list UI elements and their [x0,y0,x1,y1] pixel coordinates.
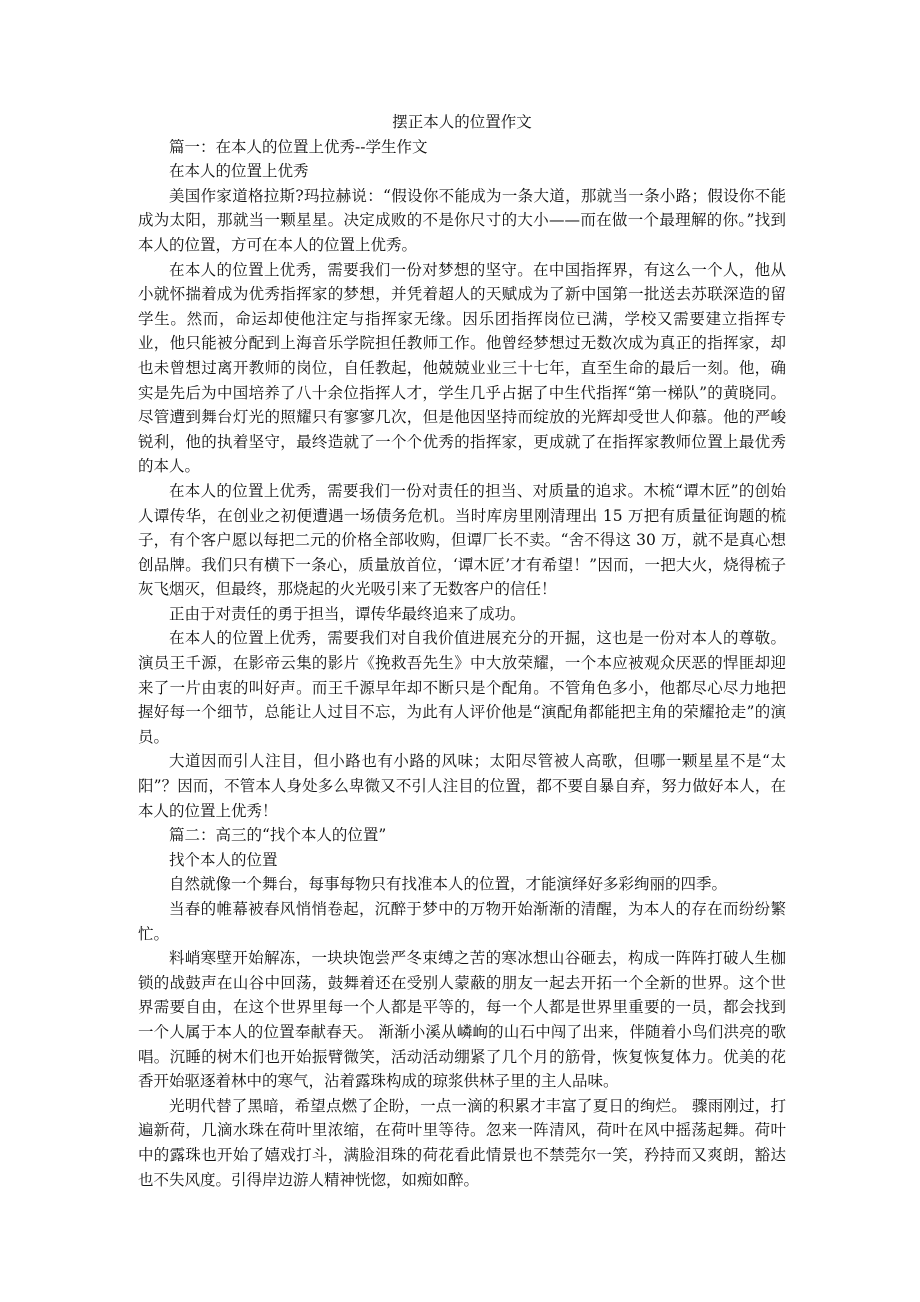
paragraph: 光明代替了黑暗，希望点燃了企盼，一点一滴的积累才丰富了夏日的绚烂。 骤雨刚过，打遍新荷，几滴水珠在荷叶里浓缩，在荷叶里等待。忽来一阵清风，荷叶在风中摇荡起舞。荷叶中的露珠也开始了嬉戏打斗，满脸泪珠的荷花看此情景也不禁莞尔一笑，矜持而又爽朗，豁达也不失风度。引得岸边游人精神恍惚，如痴如醉。 [138,1096,786,1189]
paragraph: 在本人的位置上优秀，需要我们对自我价值进展充分的开掘，这也是一份对本人的尊敬。演员王千源，在影帝云集的影片《挽救吾先生》中大放荣耀，一个本应被观众厌恶的悍匪却迎来了一片由衷的叫好声。而王千源早年却不断只是个配角。不管角色多小，他都尽心尽力地把握好每一个细节，总能让人过目不忘，为此有人评价他是“演配角都能把主角的荣耀抢走”的演员。 [138,629,786,746]
paragraph: 正由于对责任的勇于担当，谭传华最终追来了成功。 [169,604,526,623]
essay-title-2: 找个本人的位置 [169,850,278,869]
paragraph: 美国作家道格拉斯?玛拉赫说：“假设你不能成为一条大道，那就当一条小路；假设你不能成为太阳，那就当一颗星星。决定成败的不是你尺寸的大小——而在做一个最理解的你。”找到本人的位置，方可在本人的位置上优秀。 [138,186,786,254]
section-heading-2: 篇二：高三的“找个本人的位置” [169,826,387,845]
essay-title-1: 在本人的位置上优秀 [169,162,309,181]
document-title: 摆正本人的位置作文 [392,113,532,131]
paragraph: 当春的帷幕被春风悄悄卷起，沉醉于梦中的万物开始渐渐的清醒，为本人的存在而纷纷繁忙。 [138,900,786,943]
paragraph: 料峭寒壁开始解冻，一块块饱尝严冬束缚之苦的寒冰想山谷砸去，构成一阵阵打破人生枷锁的战鼓声在山谷中回荡，鼓舞着还在受别人蒙蔽的朋友一起去开拓一个全新的世界。这个世界需要自由，在这个世界里每一个人都是平等的，每一个人都是世界里重要的一员，都会找到一个人属于本人的位置奉献春天。 渐渐小溪从嶙峋的山石中闯了出来，伴随着小鸟们洪亮的歌唱。沉睡的树木们也开始振臂微笑，活动活动绷紧了几个月的筋骨，恢复恢复体力。优美的花香开始驱逐着林中的寒气，沾着露珠构成的琼浆供林子里的主人品味。 [138,949,786,1091]
paragraph: 在本人的位置上优秀，需要我们一份对梦想的坚守。在中国指挥界，有这么一个人，他从小就怀揣着成为优秀指挥家的梦想，并凭着超人的天赋成为了新中国第一批送去苏联深造的留学生。然而，命运却使他注定与指挥家无缘。因乐团指挥岗位已满，学校又需要建立指挥专业，他只能被分配到上海音乐学院担任教师工作。他曾经梦想过无数次成为真正的指挥家，却也未曾想过离开教师的岗位，自任教起，他兢兢业业三十七年，直至生命的最后一刻。他，确实是先后为中国培养了八十余位指挥人才，学生几乎占据了中生代指挥“第一梯队”的黄晓同。尽管遭到舞台灯光的照耀只有寥寥几次，但是他因坚持而绽放的光辉却受世人仰慕。他的严峻锐利，他的执着坚守，最终造就了一个个优秀的指挥家，更成就了在指挥家教师位置上最优秀的本人。 [138,260,786,476]
paragraph: 在本人的位置上优秀，需要我们一份对责任的担当、对质量的追求。木梳“谭木匠”的创始人谭传华，在创业之初便遭遇一场债务危机。当时库房里刚清理出 15 万把有质量征询题的梳子，有个客户愿以每把二元的价格全部收购，但谭厂长不卖。“舍不得这 30 万，就不是真心想创品牌。我们只有横下一条心，质量放首位，‘谭木匠’才有希望！”因而，一把大火，烧得梳子灰飞烟灭，但最终，那烧起的火光吸引来了无数客户的信任！ [138,481,786,599]
paragraph: 大道因而引人注目，但小路也有小路的风味；太阳尽管被人高歌，但哪一颗星星不是“太阳”？因而，不管本人身处多么卑微又不引人注目的位置，都不要自暴自弃，努力做好本人，在本人的位置上优秀！ [138,752,786,820]
section-heading-1: 篇一：在本人的位置上优秀--学生作文 [169,137,428,156]
paragraph: 自然就像一个舞台，每事每物只有找准本人的位置，才能演绎好多彩绚丽的四季。 [169,875,728,894]
document-page [138,110,786,1192]
